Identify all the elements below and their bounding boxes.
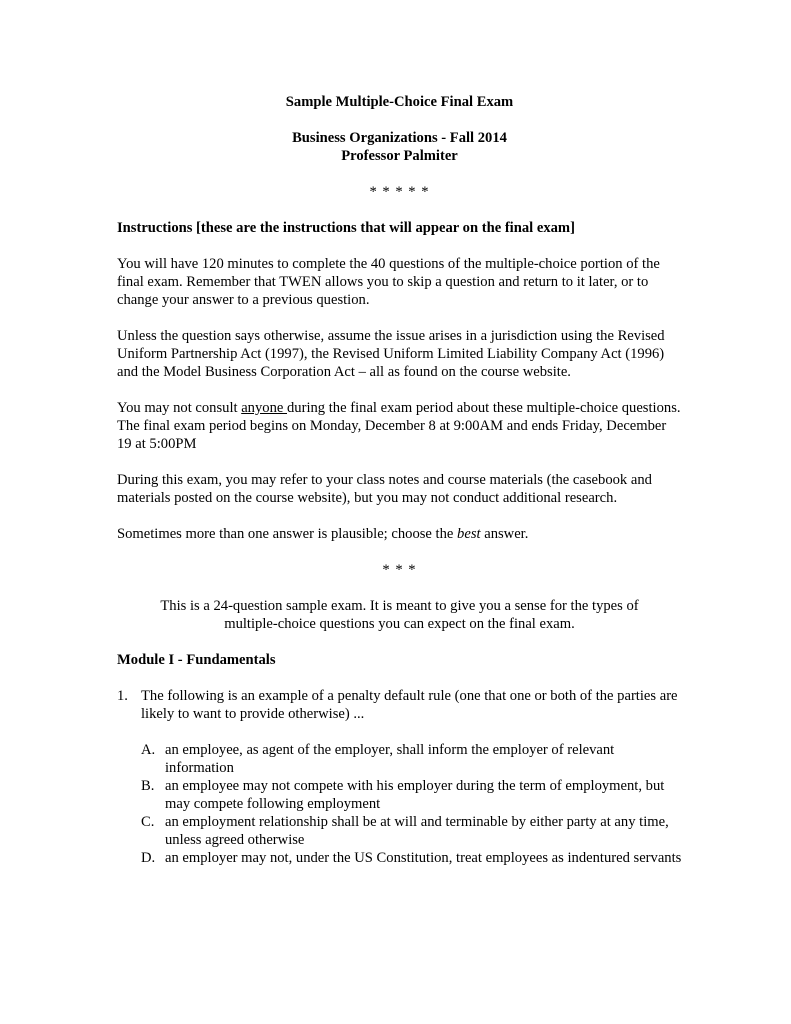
course-header <box>117 129 682 165</box>
option-d <box>141 849 682 867</box>
question-number: 1. <box>117 688 128 704</box>
option-text: an employment relationship shall be at will and terminable by either party at any time, unless agreed otherwise <box>165 814 669 848</box>
consult-text-before: You may not consult <box>117 400 242 416</box>
option-letter: B. <box>141 778 155 794</box>
question-1 <box>117 687 682 723</box>
option-letter: D. <box>141 850 156 866</box>
option-letter: C. <box>141 814 155 830</box>
sample-exam-note: This is a 24-question sample exam. It is meant to give you a sense for the types of multiple-choice questions you can expect on the final exam. <box>160 598 639 632</box>
section-separator: * * * * * <box>369 184 430 200</box>
option-text: an employee, as agent of the employer, shall inform the employer of relevant information <box>165 742 615 776</box>
best-text-before: Sometimes more than one answer is plausible; choose the <box>117 526 458 542</box>
section-separator-2: * * * <box>382 562 417 578</box>
question-1-options <box>141 741 682 867</box>
instructions-paragraph-materials: During this exam, you may refer to your class notes and course materials (the casebook and materials posted on the course website), but you may not conduct additional research. <box>117 472 652 506</box>
option-text: an employer may not, under the US Constitution, treat employees as indentured servants <box>165 850 682 866</box>
instructions-heading: Instructions [these are the instructions that will appear on the final exam] <box>117 220 575 236</box>
option-a <box>141 741 682 777</box>
option-b <box>141 777 682 813</box>
option-letter: A. <box>141 742 156 758</box>
instructions-paragraph-consult <box>117 399 682 453</box>
consult-emphasis: anyone <box>241 400 287 416</box>
course-title: Business Organizations - Fall 2014 <box>292 130 507 146</box>
option-c <box>141 813 682 849</box>
instructions-paragraph-jurisdiction: Unless the question says otherwise, assume the issue arises in a jurisdiction using the Revised Uniform Partnership Act (1997), the Revised Uniform Limited Liability Company Act (1996) and the Model Business Corporation Act – all as found on the course website. <box>117 328 665 380</box>
exam-page <box>117 93 682 867</box>
best-text-after: answer. <box>480 526 529 542</box>
best-emphasis: best <box>457 526 481 542</box>
consult-text-after: during the final exam period about these multiple-choice questions. The final exam period begins on Monday, December 8 at 9:00AM and ends Friday, December 19 at 5:00PM <box>117 400 681 452</box>
instructions-paragraph-time: You will have 120 minutes to complete the 40 questions of the multiple-choice portion of the final exam. Remember that TWEN allows you to skip a question and return to it later, or to change your answer to a previous question. <box>117 256 660 308</box>
question-text: The following is an example of a penalty default rule (one that one or both of the parties are likely to want to provide otherwise) ... <box>141 688 678 722</box>
professor-name: Professor Palmiter <box>341 148 458 164</box>
module-heading: Module I - Fundamentals <box>117 652 276 668</box>
page-title: Sample Multiple-Choice Final Exam <box>285 94 514 110</box>
option-text: an employee may not compete with his employer during the term of employment, but may compete following employment <box>165 778 665 812</box>
instructions-paragraph-best-answer <box>117 525 682 543</box>
